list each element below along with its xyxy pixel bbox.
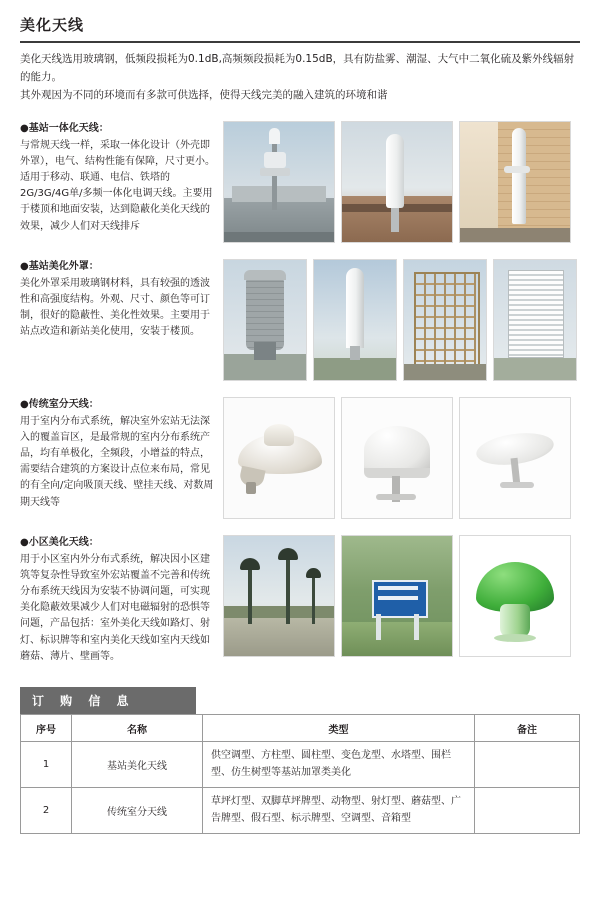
section-body: 用于小区室内外分布式系统，解决因小区建筑等复杂性导致室外宏站覆盖不完善和传统分布系统天线因为安装不协调问题，可实现美化隐蔽效果减少人们对电磁辐射的恐惧等问题，产品包括：室外美化天线如路灯、射灯、标识牌等和室内美化天线如室内天线如蘑菇、薄片、壁画等。 bbox=[20, 553, 210, 662]
intro-line-2: 其外观因为不同的环境而有多款可供选择，使得天线完美的融入建筑的环境和谐 bbox=[20, 88, 388, 101]
section-body: 与常规天线一样，采取一体化设计（外壳即外罩），电气、结构性能有保障，尺寸更小。适用于移动、联通、电信、铁塔的2G/3G/4G单/多频一体化电调天线。主要用于楼顶和地面安装，达到隐蔽化美化天线的效果，减少人们对天线排斥 bbox=[20, 139, 215, 232]
section-text bbox=[20, 535, 223, 666]
page-title: 美化天线 bbox=[20, 16, 85, 34]
flat-disc-ceiling-antenna-photo bbox=[459, 397, 571, 519]
cell-type: 供空调型、方柱型、圆柱型、变色龙型、水塔型、围栏型、仿生树型等基站加罩类美化 bbox=[203, 742, 475, 788]
table-row bbox=[21, 742, 580, 788]
section-community-beautified-antenna bbox=[20, 535, 580, 666]
louver-radome-photo bbox=[493, 259, 577, 381]
cell-name: 传统室分天线 bbox=[72, 788, 203, 834]
cell-no: 1 bbox=[21, 742, 72, 788]
order-banner: 订 购 信 息 bbox=[20, 687, 196, 714]
cell-type: 草坪灯型、双脚草坪牌型、动物型、射灯型、蘑菇型、广告牌型、假石型、标示牌型、空调型、音箱型 bbox=[203, 788, 475, 834]
section-heading: ●传统室分天线： bbox=[20, 398, 99, 410]
section-images bbox=[223, 535, 580, 657]
grey-tank-radome-photo bbox=[223, 259, 307, 381]
cell-name: 基站美化天线 bbox=[72, 742, 203, 788]
table-header-row bbox=[21, 715, 580, 742]
cell-remark bbox=[475, 788, 580, 834]
column-header-name: 名称 bbox=[72, 715, 203, 742]
community-signboard-antenna-photo bbox=[341, 535, 453, 657]
section-heading: ●基站一体化天线： bbox=[20, 122, 109, 134]
intro-paragraph bbox=[20, 51, 580, 105]
column-header-no: 序号 bbox=[21, 715, 72, 742]
rooftop-antenna-photo bbox=[223, 121, 335, 243]
white-cylinder-antenna-photo bbox=[341, 121, 453, 243]
title-divider bbox=[20, 41, 580, 43]
steel-frame-structure-photo bbox=[403, 259, 487, 381]
dome-ceiling-antenna-photo bbox=[341, 397, 453, 519]
section-body: 用于室内分布式系统，解决室外宏站无法深入的覆盖盲区，是最常规的室内分布系统产品，均有单极化，全频段，小增益的特点，需要结合建筑的方案设计点位来布局，常见的有全向/定向吸顶天线、壁挂天线、对数周期天线等 bbox=[20, 415, 214, 508]
intro-line-1: 美化天线选用玻璃钢，低频段损耗为0.1dB,高频频段损耗为0.15dB，具有防盐雾、潮湿、大气中二氧化硫及紫外线辐射的能力。 bbox=[20, 53, 575, 83]
table-row bbox=[21, 788, 580, 834]
white-tapered-radome-photo bbox=[313, 259, 397, 381]
cell-remark bbox=[475, 742, 580, 788]
column-header-remark: 备注 bbox=[475, 715, 580, 742]
section-images bbox=[223, 121, 580, 243]
order-information-section bbox=[20, 687, 580, 844]
cell-no: 2 bbox=[21, 788, 72, 834]
green-mushroom-antenna-photo bbox=[459, 535, 571, 657]
column-header-type: 类型 bbox=[203, 715, 475, 742]
section-images bbox=[223, 259, 580, 381]
section-base-station-integrated-antenna bbox=[20, 121, 580, 243]
street-lamp-antennas-photo bbox=[223, 535, 335, 657]
section-indoor-distributed-antenna bbox=[20, 397, 580, 519]
section-heading: ●基站美化外罩： bbox=[20, 260, 99, 272]
document-page bbox=[0, 14, 600, 919]
section-body: 美化外罩采用玻璃钢材料，具有较强的透波性和高强度结构。外观、尺寸、颜色等可订制，很好的隐蔽性、美化性效果。主要用于站点改造和新站美化使用，安装于楼顶。 bbox=[20, 277, 210, 338]
order-table bbox=[20, 714, 580, 834]
section-text bbox=[20, 259, 223, 341]
section-base-station-radome bbox=[20, 259, 580, 381]
section-text bbox=[20, 121, 223, 235]
section-heading: ●小区美化天线： bbox=[20, 536, 99, 548]
wall-mounted-white-antenna-photo bbox=[459, 121, 571, 243]
section-text bbox=[20, 397, 223, 511]
section-images bbox=[223, 397, 580, 519]
bell-shaped-ceiling-antenna-photo bbox=[223, 397, 335, 519]
